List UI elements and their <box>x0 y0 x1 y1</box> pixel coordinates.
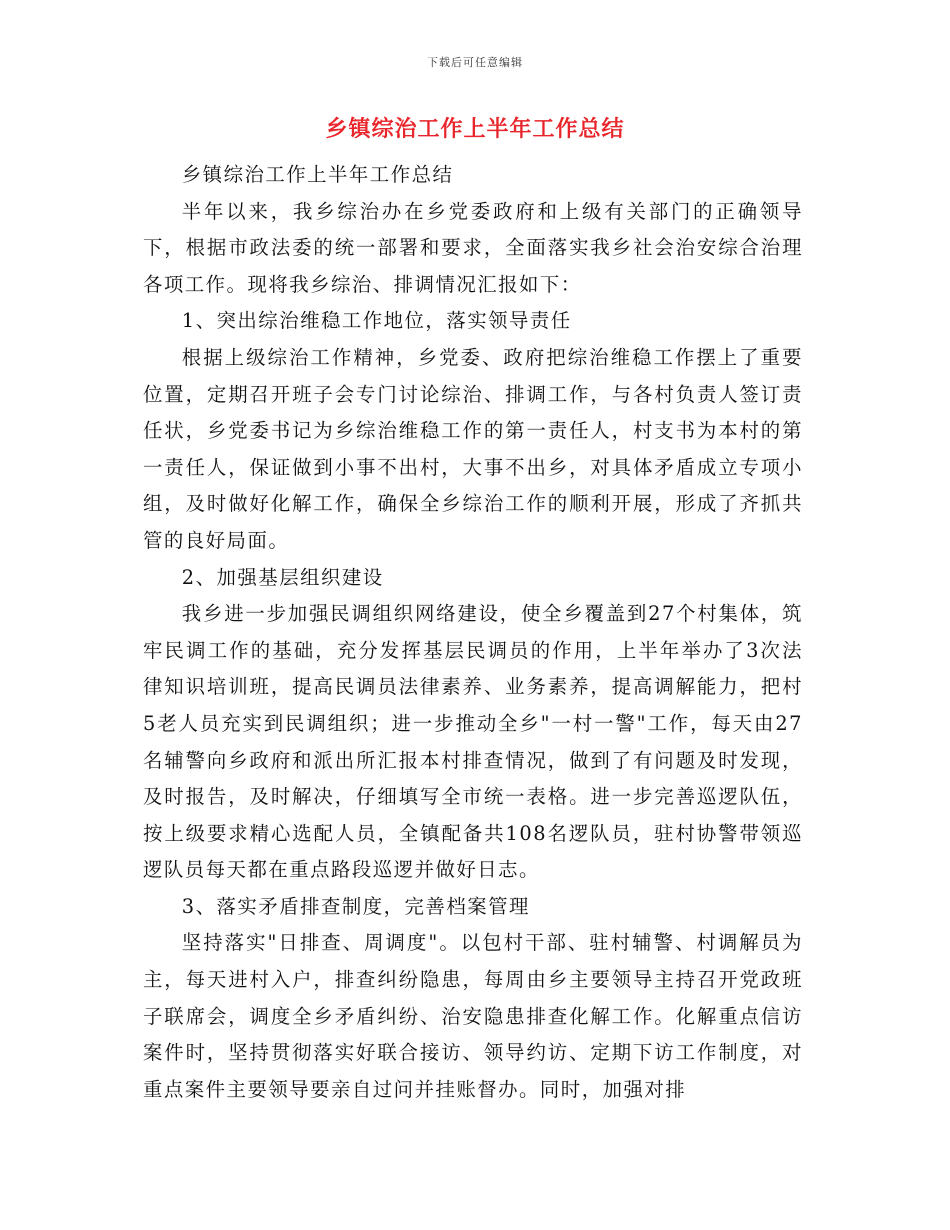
paragraph-section-2: 我乡进一步加强民调组织网络建设，使全乡覆盖到27个村集体，筑牢民调工作的基础，充分发挥基层民调员的作用，上半年举办了3次法律知识培训班，提高民调员法律素养、业务素养，提高调解能力，把村5老人员充实到民调组织；进一步推动全乡"一村一警"工作，每天由27名辅警向乡政府和派出所汇报本村排查情况，做到了有问题及时发现，及时报告，及时解决，仔细填写全市统一表格。进一步完善巡逻队伍，按上级要求精心选配人员，全镇配备共108名逻队员，驻村协警带领巡逻队员每天都在重点路段巡逻并做好日志。 <box>143 602 803 882</box>
document-title: 乡镇综治工作上半年工作总结 <box>325 117 625 142</box>
paragraph-intro: 半年以来，我乡综治办在乡党委政府和上级有关部门的正确领导下，根据市政法委的统一部署和要求，全面落实我乡社会治安综合治理各项工作。现将我乡综治、排调情况汇报如下： <box>143 199 803 296</box>
section-heading-1: 1、突出综治维稳工作地位，落实领导责任 <box>181 309 572 333</box>
paragraph-section-3: 坚持落实"日排查、周调度"。以包村干部、驻村辅警、村调解员为主，每天进村入户，排查纠纷隐患，每周由乡主要领导主持召开党政班子联席会，调度全乡矛盾纠纷、治安隐患排查化解工作。化解重点信访案件时，坚持贯彻落实好联合接访、领导约访、定期下访工作制度，对重点案件主要领导要亲自过问并挂账督办。同时，加强对排 <box>143 931 803 1101</box>
section-heading-3: 3、落实矛盾排查制度，完善档案管理 <box>181 894 530 918</box>
section-heading-2: 2、加强基层组织建设 <box>181 565 384 589</box>
header-note: 下载后可任意编辑 <box>427 56 523 69</box>
paragraph-subtitle: 乡镇综治工作上半年工作总结 <box>181 163 454 186</box>
paragraph-section-1: 根据上级综治工作精神，乡党委、政府把综治维稳工作摆上了重要位置，定期召开班子会专门讨论综治、排调工作，与各村负责人签订责任状，乡党委书记为乡综治维稳工作的第一责任人，村支书为本村的第一责任人，保证做到小事不出村，大事不出乡，对具体矛盾成立专项小组，及时做好化解工作，确保全乡综治工作的顺利开展，形成了齐抓共管的良好局面。 <box>143 345 803 552</box>
document-body <box>143 157 803 1108</box>
